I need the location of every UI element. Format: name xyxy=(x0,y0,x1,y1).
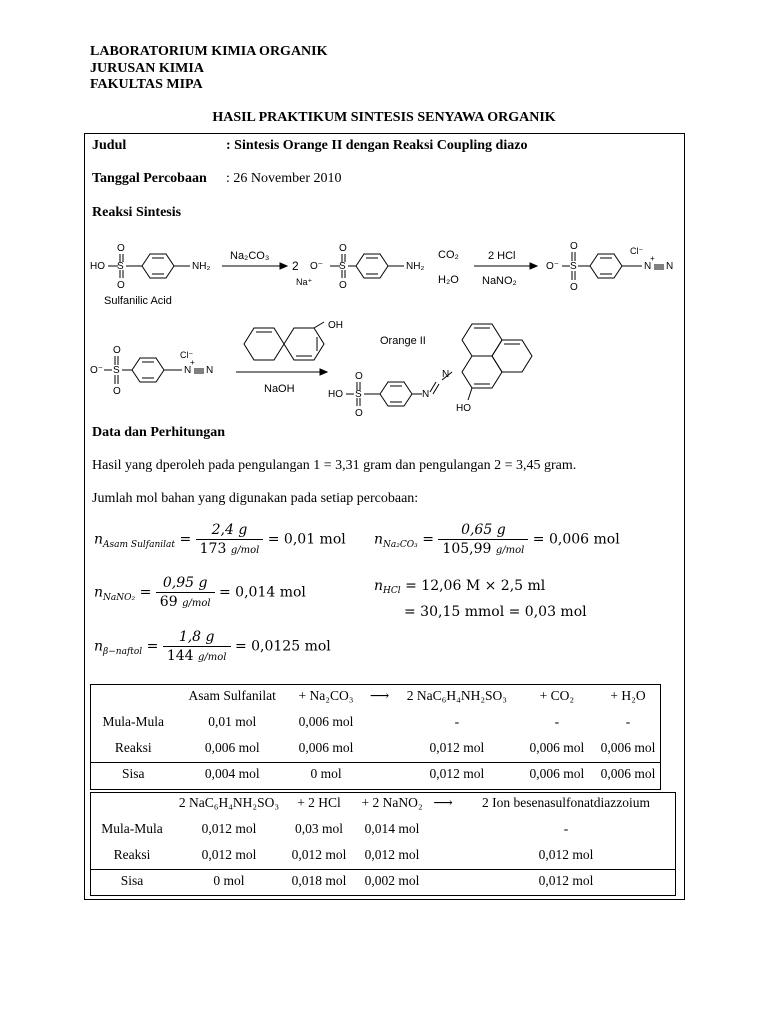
table-row: Reaksi 0,012 mol 0,012 mol 0,012 mol 0,012 mol xyxy=(113,847,594,862)
svg-text:HO: HO xyxy=(328,389,343,400)
na2co3-reagent: Na₂CO₃ xyxy=(230,250,270,262)
svg-text:O: O xyxy=(113,345,121,356)
orange-ii-label: Orange II xyxy=(380,335,426,347)
naphthol-oh: OH xyxy=(328,320,343,331)
document-title: HASIL PRAKTIKUM SINTESIS SENYAWA ORGANIK xyxy=(212,110,556,125)
na-plus: Na⁺ xyxy=(296,277,313,287)
table-row: Mula-Mula 0,012 mol 0,03 mol 0,014 mol - xyxy=(101,821,569,836)
judul-value: : Sintesis Orange II dengan Reaksi Coupling diazo xyxy=(226,138,528,153)
svg-text:N: N xyxy=(422,389,430,400)
eq-hcl-line1: $n_{HCl} = 12,06$ M × 2,5 ml xyxy=(374,578,546,596)
svg-text:O: O xyxy=(570,241,578,252)
table-row: 2 NaC₆H₄NH₂SO₃ + 2 HCl + 2 NaNO₂ ⟶ 2 Ion besenasulfonatdiazzoium xyxy=(178,795,650,810)
judul-label: Judul xyxy=(92,138,127,153)
table-row: Asam Sulfanilat + Na₂CO₃ ⟶ 2 NaC₆H₄NH₂SO₃ + CO₂ + H₂O xyxy=(188,688,646,703)
svg-text:O: O xyxy=(117,280,125,291)
header-line-1: LABORATORIUM KIMIA ORGANIK xyxy=(90,44,328,59)
table-row: Sisa 0 mol 0,018 mol 0,002 mol 0,012 mol xyxy=(120,873,594,888)
nano2-reagent: NaNO₂ xyxy=(482,275,517,287)
tanggal-label: Tanggal Percobaan xyxy=(92,171,207,186)
svg-text:N: N xyxy=(184,365,192,376)
nh2-label-2: NH₂ xyxy=(406,261,425,272)
result-paragraph: Hasil yang dperoleh pada pengulangan 1 = 3,31 gram dan pengulangan 2 = 3,45 gram. xyxy=(92,458,577,473)
svg-text:O⁻: O⁻ xyxy=(90,365,104,376)
svg-text:S: S xyxy=(570,261,577,272)
orange-ho: HO xyxy=(456,403,471,414)
reaction-scheme xyxy=(84,232,684,422)
svg-text:N: N xyxy=(442,369,450,380)
table-row: Reaksi 0,006 mol 0,006 mol 0,012 mol 0,006 mol 0,006 mol xyxy=(114,740,656,755)
svg-text:O: O xyxy=(570,282,578,293)
svg-text:S: S xyxy=(117,261,124,272)
svg-text:S: S xyxy=(339,261,346,272)
svg-text:+: + xyxy=(650,254,655,263)
stoichiometry-table-2 xyxy=(90,790,676,894)
svg-text:O⁻: O⁻ xyxy=(546,261,560,272)
co2-label: CO₂ xyxy=(438,249,459,261)
mol-paragraph: Jumlah mol bahan yang digunakan pada setiap percobaan: xyxy=(92,491,419,506)
cl-minus-1: Cl⁻ xyxy=(630,246,644,256)
nh2-label: NH₂ xyxy=(192,261,211,272)
sulfanilic-label: Sulfanilic Acid xyxy=(104,295,172,307)
data-heading: Data dan Perhitungan xyxy=(92,425,226,440)
table-row: Sisa 0,004 mol 0 mol 0,012 mol 0,006 mol 0,006 mol xyxy=(122,766,656,781)
h2o-label: H₂O xyxy=(438,274,459,286)
reaksi-heading: Reaksi Sintesis xyxy=(92,205,182,220)
svg-text:O: O xyxy=(339,280,347,291)
lab-header xyxy=(90,44,328,94)
svg-text:O: O xyxy=(117,243,125,254)
stoichiometry-table-1 xyxy=(90,683,661,787)
naoh-reagent: NaOH xyxy=(264,383,295,395)
coef-2: 2 xyxy=(292,259,299,273)
svg-text:S: S xyxy=(355,389,362,400)
svg-text:O: O xyxy=(113,386,121,397)
svg-text:HO: HO xyxy=(90,261,105,272)
eq-naftol: $n_{\beta-naftol}$ = $\frac{1,8 g}{\text{144 g/mol}}$ = 0,0125 mol xyxy=(94,629,331,664)
svg-text:S: S xyxy=(113,365,120,376)
tanggal-value: : 26 November 2010 xyxy=(226,171,342,186)
eq-hcl-line2: = 30,15 mmol = 0,03 mol xyxy=(404,604,587,620)
eq-nano2: $n_{NaNO_2}$ = $\frac{0,95 g}{\text{69 g/mol}}$ = 0,014 mol xyxy=(94,575,306,610)
svg-text:+: + xyxy=(190,358,195,367)
eq-asam-sulfanilat: $n_{Asam Sulfanilat}$ = $\frac{2,4 g}{\text{173 g/mol}}$ = 0,01 mol xyxy=(94,522,346,557)
svg-text:N: N xyxy=(644,261,652,272)
header-line-2: JURUSAN KIMIA xyxy=(90,60,204,76)
header-line-3: FAKULTAS MIPA xyxy=(90,77,203,92)
svg-text:O: O xyxy=(339,243,347,254)
table-row: Mula-Mula 0,01 mol 0,006 mol - - - xyxy=(102,714,631,729)
svg-text:N: N xyxy=(206,365,214,376)
svg-text:O⁻: O⁻ xyxy=(310,261,324,272)
cl-minus-2: Cl⁻ xyxy=(180,350,194,360)
svg-text:N: N xyxy=(666,261,674,272)
svg-text:O: O xyxy=(355,371,363,382)
eq-na2co3: $n_{Na_2CO_3}$ = $\frac{0,65 g}{\text{105,99 g/mol}}$ = 0,006 mol xyxy=(374,522,620,557)
svg-text:O: O xyxy=(355,408,363,419)
hcl-reagent: 2 HCl xyxy=(488,250,516,262)
